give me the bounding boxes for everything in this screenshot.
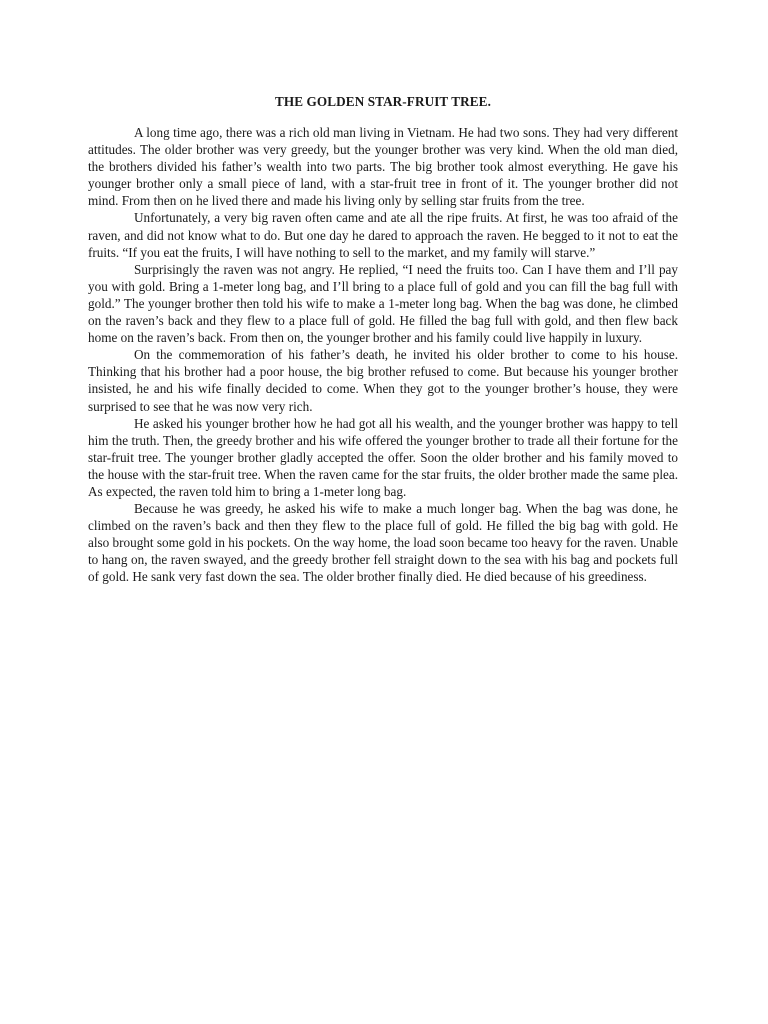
paragraph-2: Unfortunately, a very big raven often came and ate all the ripe fruits. At first, he was too afraid of the raven, and did not know what to do. But one day he dared to approach the raven. He begged to it not to eat the fruits. “If you eat the fruits, I will have nothing to sell to the market, and my family will starve.” [88,210,678,260]
paragraph-1: A long time ago, there was a rich old man living in Vietnam. He had two sons. They had very different attitudes. The older brother was very greedy, but the younger brother was very kind. When the old man died, the brothers divided his father’s wealth into two parts. The big brother took almost everything. He gave his younger brother only a small piece of land, with a star-fruit tree in front of it. The younger brother did not mind. From then on he lived there and made his living only by selling star fruits from the tree. [88,125,678,209]
paragraph-6: Because he was greedy, he asked his wife to make a much longer bag. When the bag was done, he climbed on the raven’s back and then they flew to the place full of gold. He filled the big bag with gold. He also brought some gold in his pockets. On the way home, the load soon became too heavy for the raven. Unable to hang on, the raven swayed, and the greedy brother fell straight down to the sea with his bag and pockets full of gold. He sank very fast down the sea. The older brother finally died. He died because of his greediness. [88,501,678,585]
paragraph-4: On the commemoration of his father’s death, he invited his older brother to come to his house. Thinking that his brother had a poor house, the big brother refused to come. But because his younger brother insisted, he and his wife finally decided to come. When they got to the younger brother’s house, they were surprised to see that he was now very rich. [88,347,678,414]
document-title: THE GOLDEN STAR-FRUIT TREE. [275,94,491,109]
document-body [88,93,678,586]
paragraph-3: Surprisingly the raven was not angry. He replied, “I need the fruits too. Can I have them and I’ll pay you with gold. Bring a 1-meter long bag, and I’ll bring to a place full of gold and you can fill the bag full with gold.” The younger brother then told his wife to make a 1-meter long bag. When the bag was done, he climbed on the raven’s back and they flew to a place full of gold. He filled the bag full with gold, and then flew back home on the raven’s back. From then on, the younger brother and his family could live happily in luxury. [88,261,678,346]
paragraph-5: He asked his younger brother how he had got all his wealth, and the younger brother was happy to tell him the truth. Then, the greedy brother and his wife offered the younger brother to trade all their fortune for the star-fruit tree. The younger brother gladly accepted the offer. Soon the older brother and his family moved to the house with the star-fruit tree. When the raven came for the star fruits, the older brother made the same plea. As expected, the raven told him to bring a 1-meter long bag. [88,415,678,499]
